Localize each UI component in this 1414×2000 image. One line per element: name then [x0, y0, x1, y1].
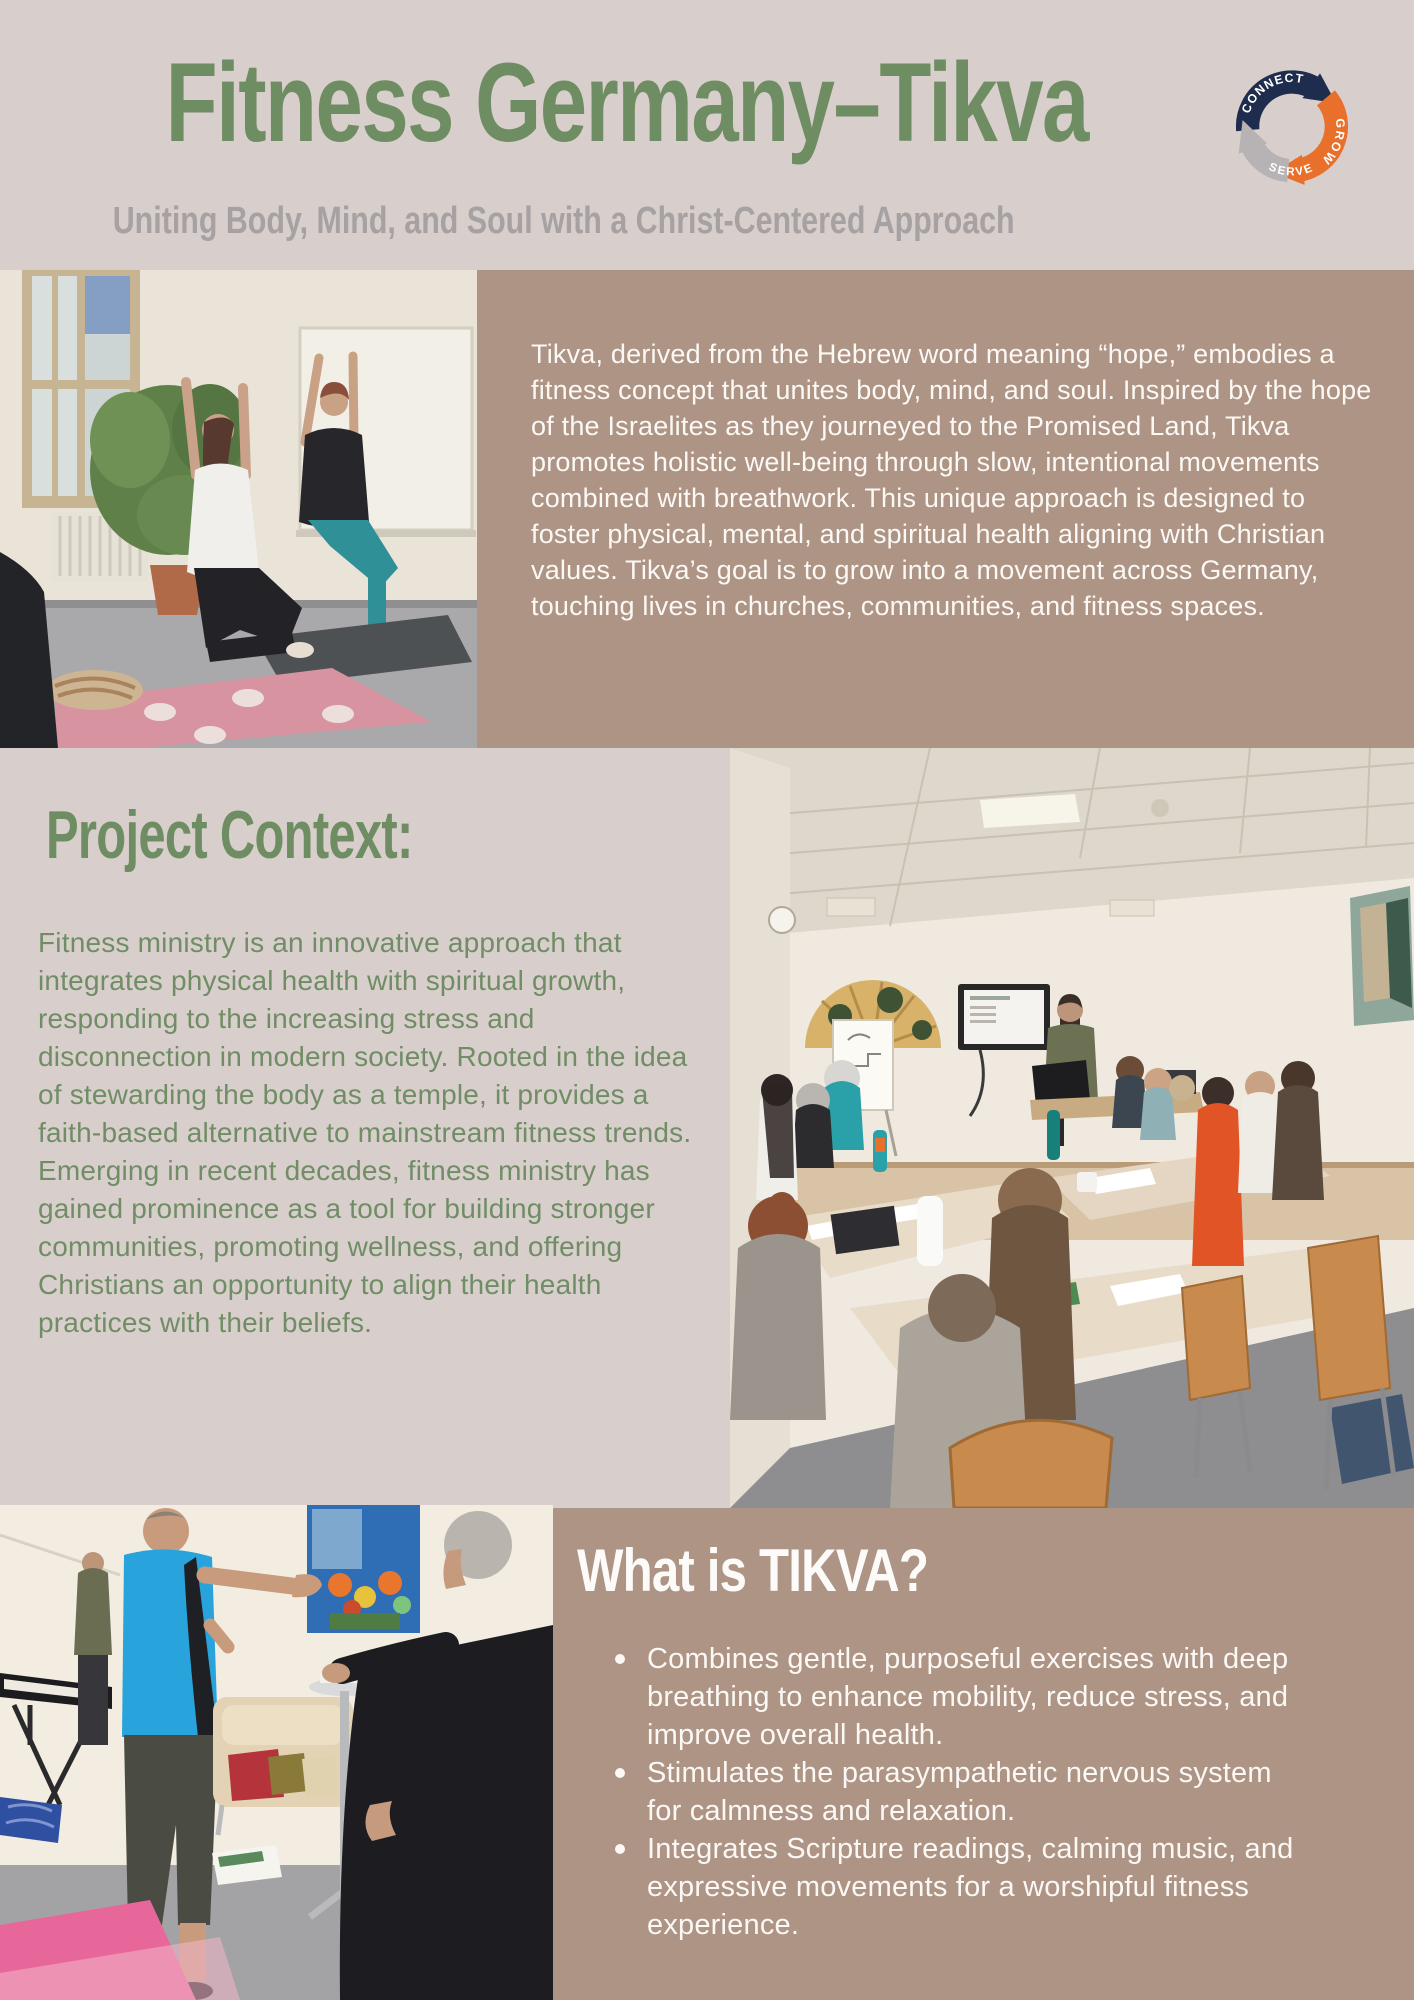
connect-grow-serve-logo [1222, 54, 1362, 200]
page-subtitle: Uniting Body, Mind, and Soul with a Christ-Centered Approach [112, 200, 1015, 242]
what-is-tikva-panel [553, 1508, 1414, 2000]
what-is-tikva-heading: What is TIKVA? [577, 1537, 929, 1604]
cycle-arrows-icon [1222, 54, 1362, 194]
yoga-class-photo [0, 270, 477, 748]
page-title: Fitness Germany–Tikva [165, 40, 1089, 165]
exercise-session-photo [0, 1505, 553, 2000]
project-context-body: Fitness ministry is an innovative approach that integrates physical health with spiritual growth, responding to the increasing stress and disconnection in modern society. Rooted in the idea of stewarding the body as a temple, it provides a faith-based alternative to mainstream fitness trends. Emerging in recent decades, fitness ministry has gained prominence as a tool for building stronger communities, promoting wellness, and offering Christians an opportunity to align their health practices with their beliefs. [38, 927, 692, 1338]
intro-text: Tikva, derived from the Hebrew word meaning “hope,” embodies a fitness concept that unites body, mind, and soul. Inspired by the hope of the Israelites as they journeyed to the Promised Land, Tikva promotes holistic well-being through slow, intentional movements combined with breathwork. This unique approach is designed to foster physical, mental, and spiritual health aligning with Christian values. Tikva’s goal is to grow into a movement across Germany, touching lives in churches, communities, and fitness spaces. [531, 339, 1372, 621]
project-context-section [38, 798, 728, 1342]
connect-label: CONNECT [1238, 70, 1306, 116]
grow-label: GROW [1318, 118, 1348, 169]
intro-panel [477, 270, 1414, 748]
classroom-training-photo [730, 748, 1414, 1508]
tikva-bullet-3: Integrates Scripture readings, calming music, and expressive movements for a worshipful fitness experience. [647, 1830, 1295, 1944]
subtitle-wrap [0, 200, 1124, 243]
tikva-bullet-list [577, 1640, 1384, 1944]
tikva-bullet-1: Combines gentle, purposeful exercises with deep breathing to enhance mobility, reduce stress, and improve overall health. [647, 1640, 1295, 1754]
header [0, 40, 1254, 165]
serve-label: SERVE [1266, 160, 1316, 179]
project-context-heading: Project Context: [46, 797, 413, 873]
tikva-bullet-2: Stimulates the parasympathetic nervous system for calmness and relaxation. [647, 1754, 1295, 1830]
